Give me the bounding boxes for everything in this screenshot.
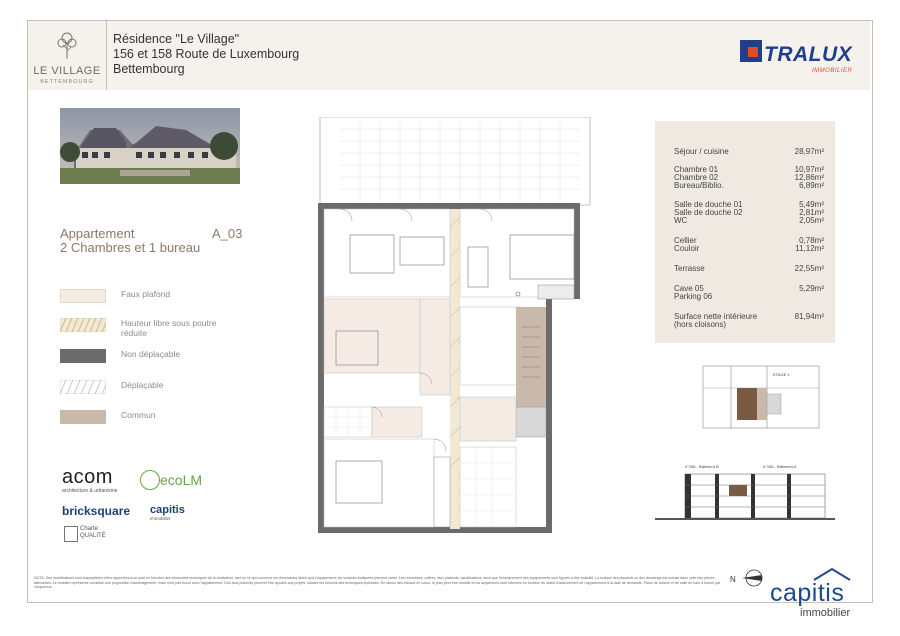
tralux-mark-accent <box>748 47 758 57</box>
legend-swatch <box>60 318 106 332</box>
street-address: 156 et 158 Route de Luxembourg <box>113 47 300 61</box>
bricksquare-logo: bricksquare <box>62 504 131 518</box>
legend-swatch <box>60 349 106 363</box>
charte-icon <box>64 526 78 542</box>
ecolm-logo: ecoLM <box>160 472 203 488</box>
legend-swatch <box>60 410 106 424</box>
legend-non-deplacable <box>60 349 280 365</box>
etage-label: ETAGE 1 <box>773 372 790 377</box>
legend-label: Commun <box>121 410 156 420</box>
tralux-logo <box>740 38 860 80</box>
tralux-sub: IMMOBILIER <box>812 68 853 74</box>
legend-swatch <box>60 289 106 303</box>
tree-icon <box>53 29 81 61</box>
charte-qualite: Charte QUALITÉ <box>80 526 106 539</box>
residence-name: Résidence "Le Village" <box>113 32 240 46</box>
legend-label: Hauteur libre sous poutre réduite <box>121 318 217 338</box>
address-block <box>113 32 299 77</box>
capitis-small-sub: immobilier <box>150 516 171 521</box>
capitis-logo <box>770 566 870 619</box>
legend-faux-plafond <box>60 289 280 305</box>
floor-plan <box>300 117 610 557</box>
apartment-title: Appartement <box>60 226 135 241</box>
capitis-small-logo: capitis <box>150 504 185 516</box>
legal-notes: NOTA: Des modifications sont susceptibles d'être apportées à ce plan en fonction des nécessités techniques de la réalisation, tant en ce qui concerne les dimensions libres qu'à l'équipement; les surfaces indiquées peuvent varier. Les retombées, coffres, faux plafonds, canalisations, ainsi que l'emplacement des équipements sont figurés à titre indicatif. La surface des placards ou des dressings est incluse dans celle des pièces attenantes. Le mobilier représenté constitue une proposition d'aménagement, mais n'est pas fourni avec l'appartement. Des faux plafonds peuvent être ajoutés aux projets, suivant les besoins des techniques spéciales. En raison des travaux en cours, le plan peut être modifié et les acquéreurs sont informés en fonction du statut d'avancement de l'appartement à la date de demande. Plans de cuisine et de salle de bain à fournir par l'acquéreur. <box>34 576 721 590</box>
apartment-subtitle: 2 Chambres et 1 bureau <box>60 240 201 255</box>
partner-logos <box>60 466 240 546</box>
capitis-sub: immobilier <box>800 607 851 619</box>
section-label-right: n°156 - Bâtiment A <box>763 464 797 469</box>
north-label: N <box>730 575 736 584</box>
capitis-wordmark: capitis <box>770 579 845 607</box>
building-rendering <box>60 108 240 184</box>
ecolm-icon <box>140 470 160 490</box>
legend-label: Déplaçable <box>121 380 164 390</box>
floor-key-plan <box>655 358 835 436</box>
city: Bettembourg <box>113 62 185 76</box>
acom-logo: acom <box>62 466 113 488</box>
tralux-wordmark: TRALUX <box>764 43 853 66</box>
le-village-logo <box>28 21 107 90</box>
legend-commun <box>60 410 280 426</box>
apartment-code: A_03 <box>212 226 243 241</box>
section-label-left: n°156 - Bâtiment B <box>685 464 719 469</box>
logo-sub: BETTEMBOURG <box>40 79 94 85</box>
logo-name: LE VILLAGE <box>33 65 101 77</box>
legend-hauteur-libre <box>60 318 280 338</box>
north-arrow-icon <box>728 566 768 588</box>
acom-sub: architecture & urbanisme <box>62 488 118 494</box>
legend-deplacable <box>60 380 280 396</box>
building-section <box>655 454 835 534</box>
legend-swatch <box>60 380 106 394</box>
legend-label: Faux plafond <box>121 289 171 299</box>
legend-label: Non déplaçable <box>121 349 181 359</box>
